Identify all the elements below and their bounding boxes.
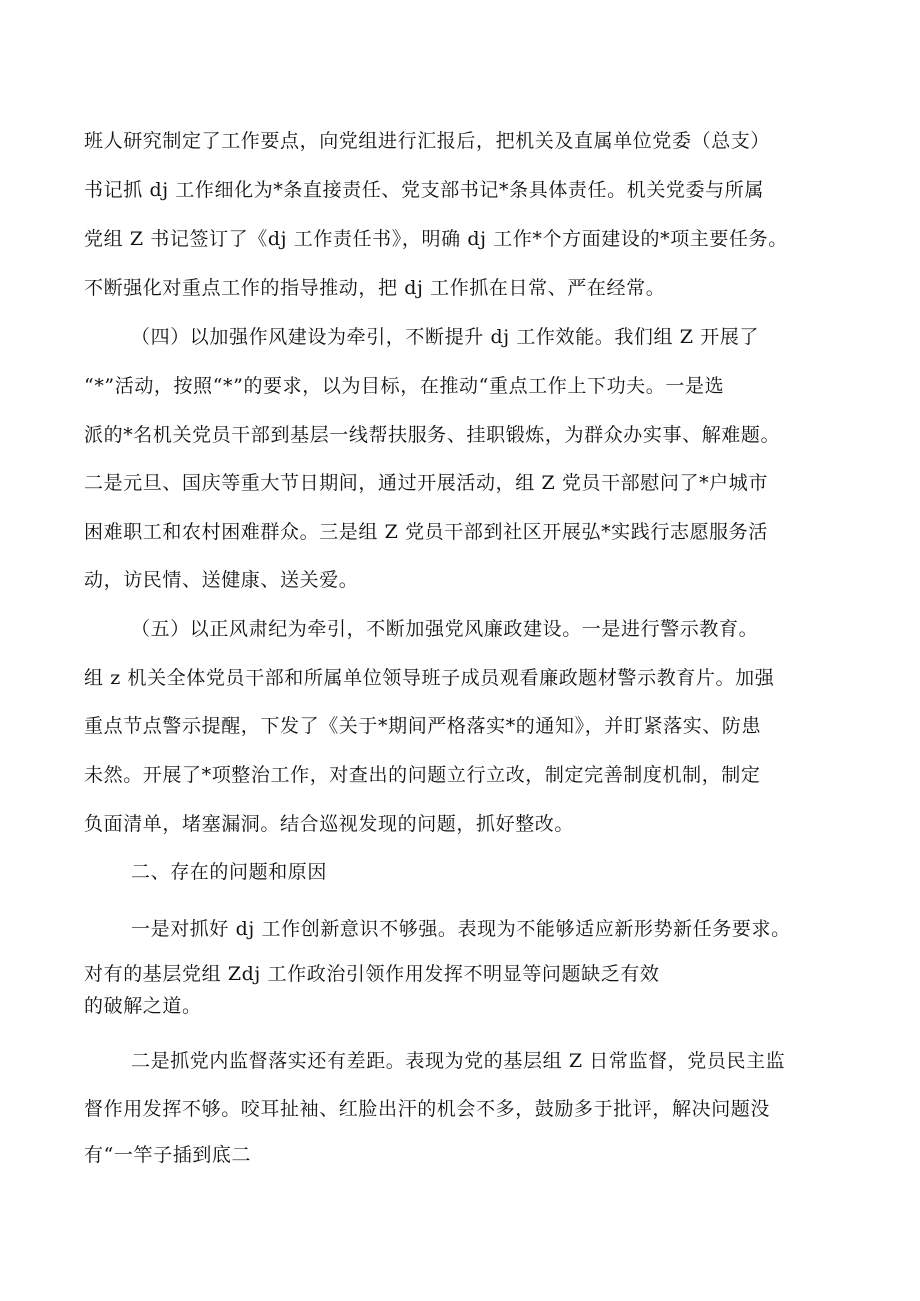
text-line: 的破解之道。 xyxy=(84,995,202,1017)
text-line: 未然。开展了*项整治工作，对查出的问题立行立改，制定完善制度机制，制定 xyxy=(84,764,761,786)
section-heading: 二、存在的问题和原因 xyxy=(131,861,328,883)
paragraph-first-line: （四）以加强作风建设为牵引，不断提升 dj 工作效能。我们组 Z 开展了 xyxy=(131,326,760,348)
text-line: 负面清单，堵塞漏洞。结合巡视发现的问题，抓好整改。 xyxy=(84,813,575,835)
text-line: 有“一竿子插到底二 xyxy=(84,1144,252,1166)
text-line: 困难职工和农村困难群众。三是组 Z 党员干部到社区开展弘*实践行志愿服务活 xyxy=(84,521,768,543)
paragraph-first-line: （五）以正风肃纪为牵引，不断加强党风廉政建设。一是进行警示教育。 xyxy=(131,618,759,640)
text-line: 组 z 机关全体党员干部和所属单位领导班子成员观看廉政题材警示教育片。加强 xyxy=(84,667,775,689)
text-line: 班人研究制定了工作要点，向党组进行汇报后，把机关及直属单位党委（总支） xyxy=(84,130,771,152)
text-line: 重点节点警示提醒，下发了《关于*期间严格落实*的通知》，并盯紧落实、防患 xyxy=(84,715,762,737)
text-line: “*”活动，按照“*”的要求，以为目标，在推动“重点工作上下功夫。一是选 xyxy=(84,375,725,397)
text-line: 对有的基层党组 Zdj 工作政治引领作用发挥不明显等问题缺乏有效 xyxy=(84,963,660,985)
text-line: 督作用发挥不够。咬耳扯袖、红脸出汗的机会不多，鼓励多于批评，解决问题没 xyxy=(84,1098,771,1120)
text-line: 派的*名机关党员干部到基层一线帮扶服务、挂职锻炼，为群众办实事、解难题。 xyxy=(84,424,781,446)
text-line: 动，访民情、送健康、送关爱。 xyxy=(84,569,359,591)
text-line: 不断强化对重点工作的指导推动，把 dj 工作抓在日常、严在经常。 xyxy=(84,277,666,299)
paragraph-first-line: 二是抓党内监督落实还有差距。表现为党的基层组 Z 日常监督，党员民主监 xyxy=(131,1050,786,1072)
text-line: 二是元旦、国庆等重大节日期间，通过开展活动，组 Z 党员干部慰问了*户城市 xyxy=(84,472,768,494)
text-line: 党组 Z 书记签订了《dj 工作责任书》，明确 dj 工作*个方面建设的*项主要任务。 xyxy=(84,228,788,250)
text-line: 书记抓 dj 工作细化为*条直接责任、党支部书记*条具体责任。机关党委与所属 xyxy=(84,179,764,201)
paragraph-first-line: 一是对抓好 dj 工作创新意识不够强。表现为不能够适应新形势新任务要求。 xyxy=(131,918,791,940)
